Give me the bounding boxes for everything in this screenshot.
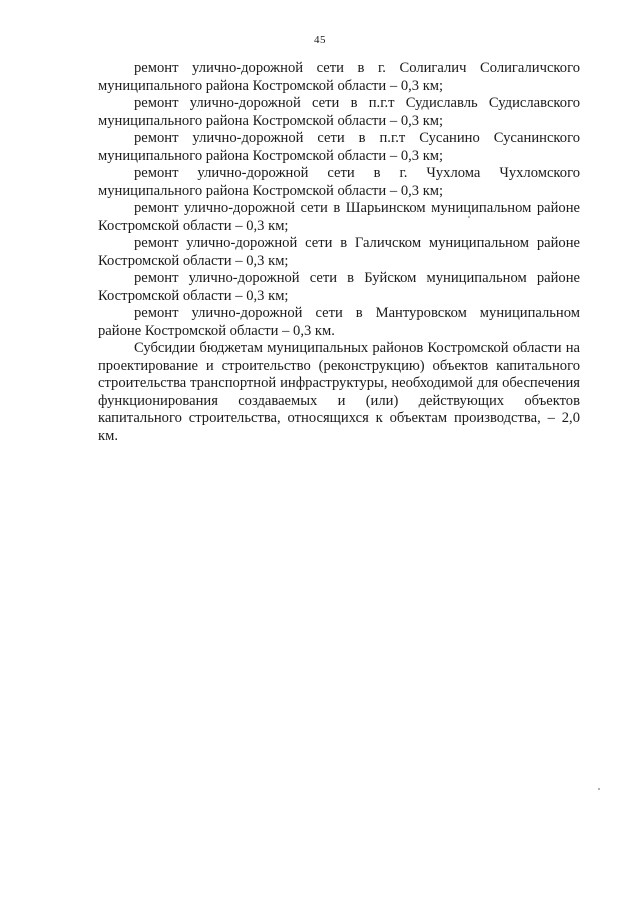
paragraph-soligalich: ремонт улично-дорожной сети в г. Солигалич Солигаличского муниципального района Костромской области – 0,3 км; — [98, 60, 580, 94]
paragraph-manturovo: ремонт улично-дорожной сети в Мантуровском муниципальном районе Костромской области – 0,3 км. — [98, 305, 580, 339]
paragraph-buy: ремонт улично-дорожной сети в Буйском муниципальном районе Костромской области – 0,3 км; — [98, 270, 580, 304]
paragraph-sudislavl: ремонт улично-дорожной сети в п.г.т Судиславль Судиславского муниципального района Костромской области – 0,3 км; — [98, 95, 580, 129]
scan-speck — [598, 788, 600, 790]
scan-speck — [468, 216, 470, 218]
paragraph-sharya: ремонт улично-дорожной сети в Шарьинском муниципальном районе Костромской области – 0,3 км; — [98, 200, 580, 234]
paragraph-galich: ремонт улично-дорожной сети в Галичском муниципальном районе Костромской области – 0,3 км; — [98, 235, 580, 269]
paragraph-subsidies: Субсидии бюджетам муниципальных районов Костромской области на проектирование и строительство (реконструкцию) объектов капитального строительства транспортной инфраструктуры, необходимой для обеспечения функционирования создаваемых и (или) действующих объектов капитального строительства, относящихся к объектам производства, – 2,0 км. — [98, 340, 580, 444]
paragraph-chukhloma: ремонт улично-дорожной сети в г. Чухлома Чухломского муниципального района Костромской области – 0,3 км; — [98, 165, 580, 199]
paragraph-susanino: ремонт улично-дорожной сети в п.г.т Сусанино Сусанинского муниципального района Костромской области – 0,3 км; — [98, 130, 580, 164]
page-number: 45 — [314, 34, 326, 46]
document-body — [98, 60, 580, 445]
